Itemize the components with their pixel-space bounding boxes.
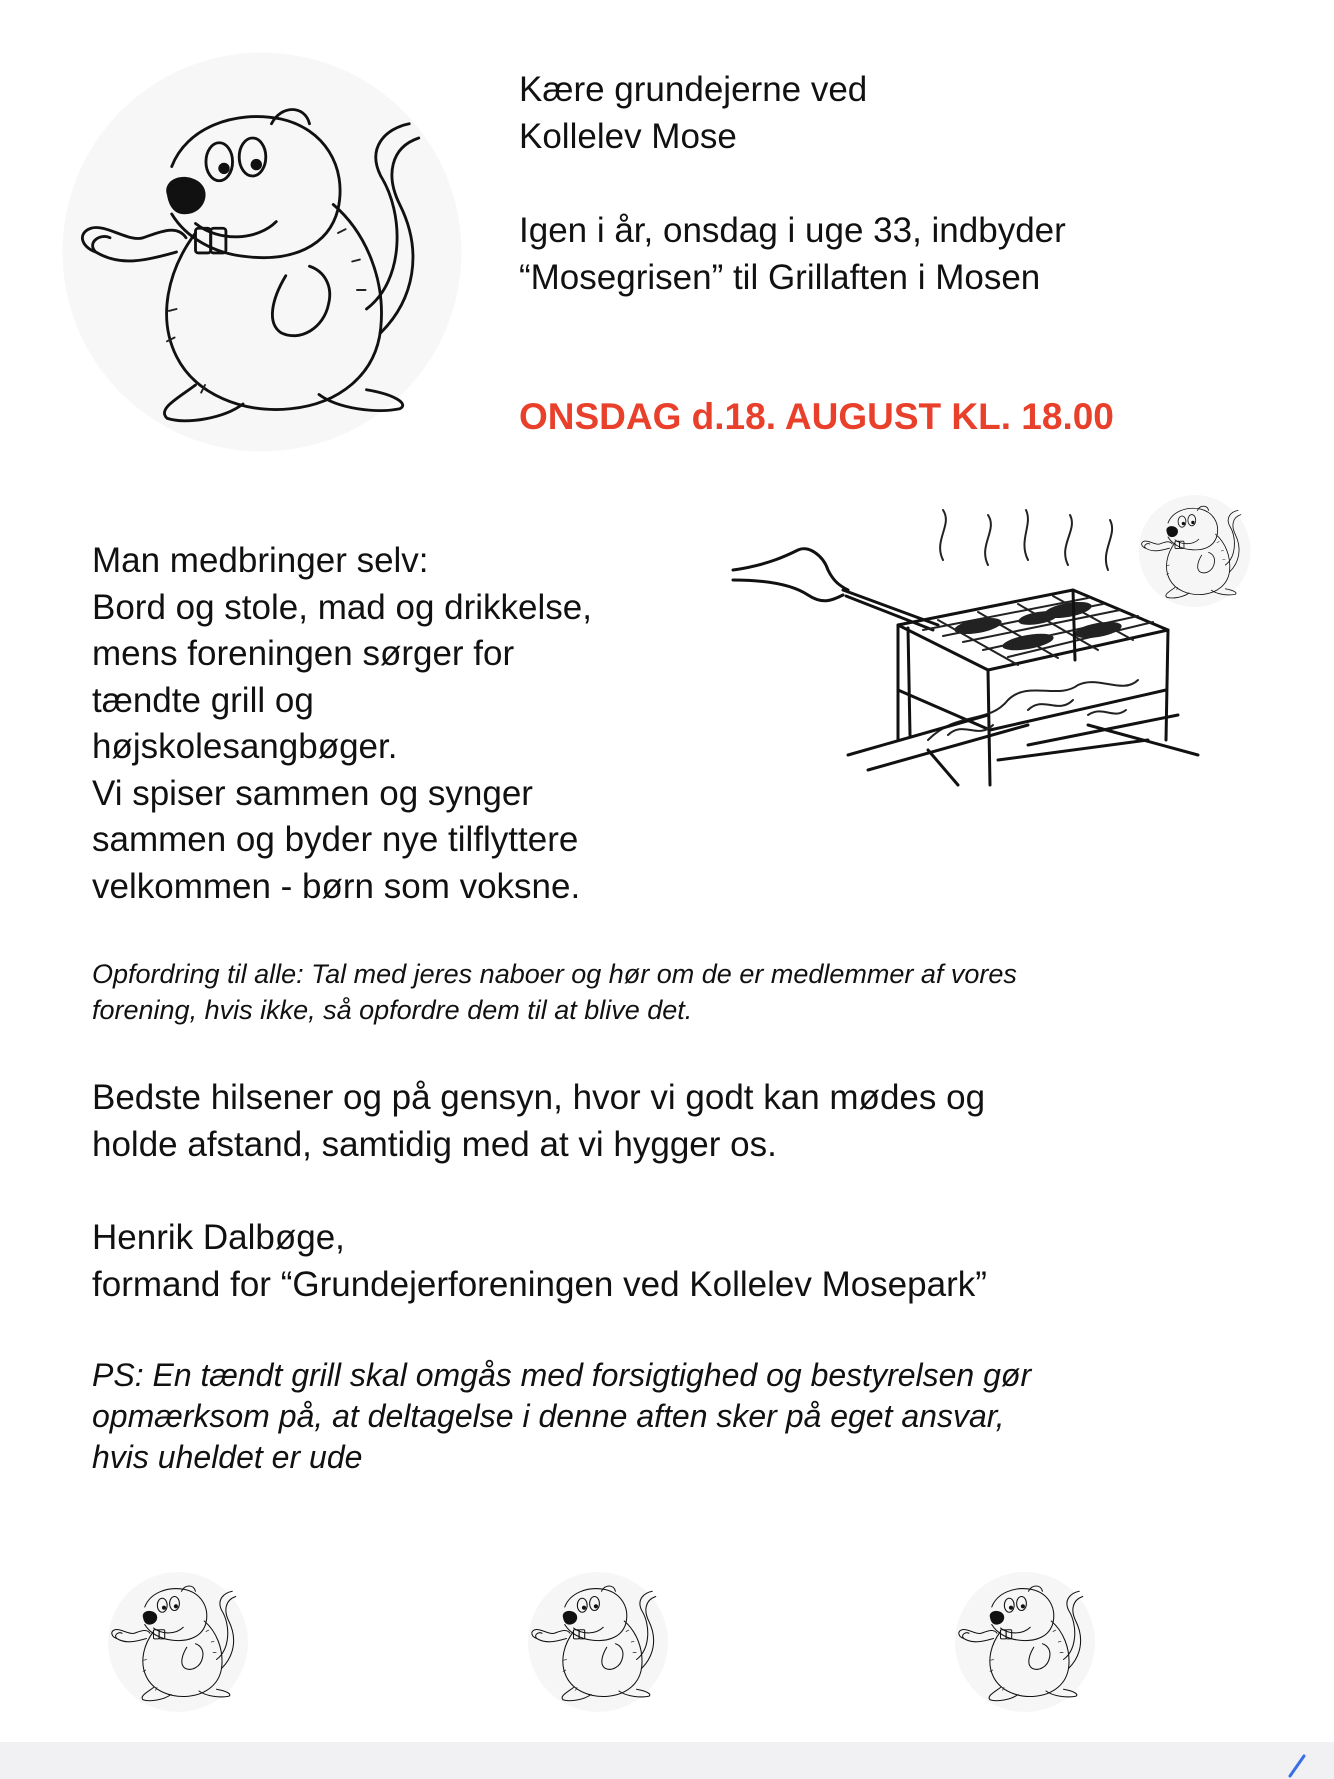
viewer-footer-bar [0, 1742, 1334, 1779]
beaver-mascot-icon [22, 62, 502, 442]
ps-note [92, 1355, 1272, 1478]
ps-line: PS: En tændt grill skal omgås med forsigtighed og bestyrelsen gør [92, 1357, 1032, 1393]
body-line: tændte grill og [92, 680, 314, 720]
ps-line: hvis uheldet er ude [92, 1439, 363, 1475]
beaver-mascot-icon [88, 1572, 268, 1712]
beaver-mascot-icon [935, 1572, 1115, 1712]
greeting-text-line: Bedste hilsener og på gensyn, hvor vi godt kan mødes og [92, 1078, 986, 1117]
membership-appeal [92, 956, 1242, 1028]
body-line: Man medbringer selv: [92, 541, 429, 580]
event-date: ONSDAG d.18. AUGUST KL. 18.00 [519, 396, 1114, 437]
greeting-line: Kære grundejerne ved [519, 70, 868, 109]
greeting-text-line: holde afstand, samtidig med at vi hygger os. [92, 1124, 777, 1164]
signer-title: formand for “Grundejerforeningen ved Kollelev Mosepark” [92, 1264, 987, 1304]
invitation-header [519, 66, 1299, 301]
closing-greeting [92, 1075, 1272, 1168]
body-line: højskolesangbøger. [92, 727, 398, 766]
bring-list-paragraph [92, 538, 712, 910]
body-line: Vi spiser sammen og synger [92, 773, 533, 813]
grill-sausages-icon [728, 510, 1238, 800]
appeal-line: forening, hvis ikke, så opfordre dem til at blive det. [92, 995, 693, 1025]
body-line: Bord og stole, mad og drikkelse, [92, 587, 592, 627]
body-line: mens foreningen sørger for [92, 634, 515, 673]
signer-name: Henrik Dalbøge, [92, 1218, 345, 1257]
beaver-mascot-icon [508, 1572, 688, 1712]
scroll-arrow-icon[interactable] [1286, 1752, 1314, 1779]
greeting-line: Kollelev Mose [519, 117, 737, 156]
body-line: sammen og byder nye tilflyttere [92, 820, 579, 859]
ps-line: opmærksom på, at deltagelse i denne aften sker på eget ansvar, [92, 1398, 1005, 1434]
invite-line: Igen i år, onsdag i uge 33, indbyder [519, 211, 1066, 250]
invite-line: “Mosegrisen” til Grillaften i Mosen [519, 258, 1041, 297]
signature-block [92, 1215, 1272, 1308]
appeal-line: Opfordring til alle: Tal med jeres naboer og hør om de er medlemmer af vores [92, 959, 1017, 989]
body-line: velkommen - børn som voksne. [92, 866, 581, 906]
